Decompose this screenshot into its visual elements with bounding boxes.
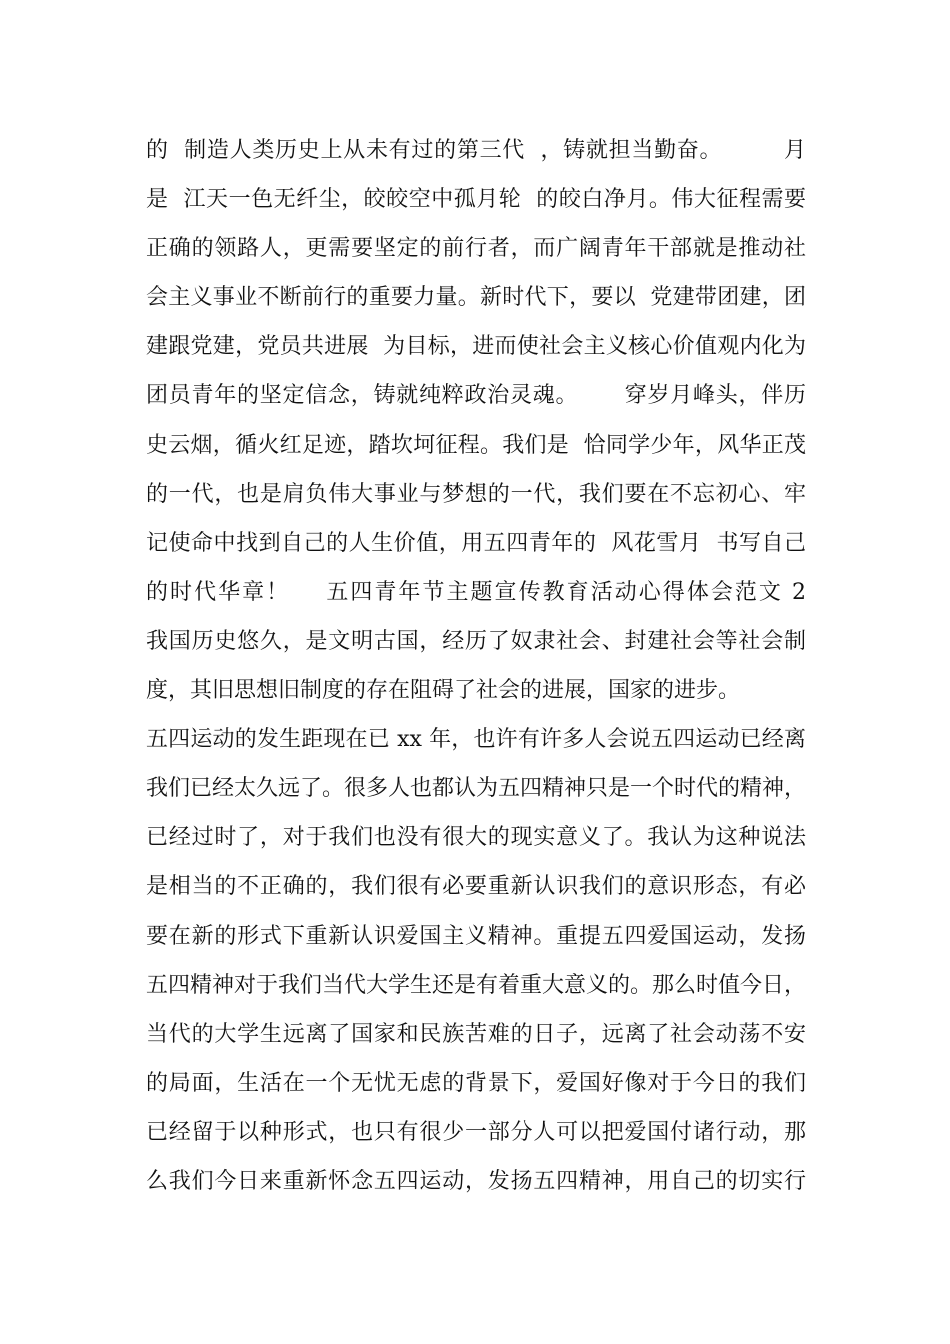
text-line: 已经过时了，对于我们也没有很大的现实意义了。我认为这种说法 — [146, 825, 806, 851]
text-line: 的 制造人类历史上从未有过的第三代 ，铸就担当勤奋。 月 — [146, 138, 806, 163]
text-line: 度，其旧思想旧制度的存在阻碍了社会的进展，国家的进步。 — [146, 678, 741, 704]
text-line: 我国历史悠久，是文明古国，经历了奴隶社会、封建社会等社会制 — [146, 628, 806, 654]
text-line: 的局面，生活在一个无忧无虑的背景下，爱国好像对于今日的我们 — [146, 1070, 806, 1096]
text-line: 五四精神对于我们当代大学生还是有着重大意义的。那么时值今日， — [146, 972, 806, 998]
text-line: 记使命中找到自己的人生价值，用五四青年的 风花雪月 书写自己 — [146, 530, 806, 556]
text-line: 已经留于以种形式，也只有很少一部分人可以把爱国付诸行动，那 — [146, 1119, 806, 1145]
text-line: 正确的领路人，更需要坚定的前行者，而广阔青年干部就是推动社 — [146, 236, 806, 262]
text-line: 的时代华章！ 五四青年节主题宣传教育活动心得体会范文 2 — [146, 579, 806, 605]
text-line: 是相当的不正确的，我们很有必要重新认识我们的意识形态，有必 — [146, 874, 806, 900]
text-line: 我们已经太久远了。很多人也都认为五四精神只是一个时代的精神， — [146, 776, 806, 802]
text-line: 是 江天一色无纤尘，皎皎空中孤月轮 的皎白净月。伟大征程需要 — [146, 187, 806, 213]
text-line: 团员青年的坚定信念，铸就纯粹政治灵魂。 穿岁月峰头，伴历 — [146, 383, 806, 409]
text-line: 当代的大学生远离了国家和民族苦难的日子，远离了社会动荡不安 — [146, 1021, 806, 1047]
text-line: 要在新的形式下重新认识爱国主义精神。重提五四爱国运动，发扬 — [146, 923, 806, 949]
text-line: 会主义事业不断前行的重要力量。新时代下，要以 党建带团建，团 — [146, 285, 806, 311]
text-line: 史云烟，循火红足迹，踏坎坷征程。我们是 恰同学少年，风华正茂 — [146, 432, 806, 458]
text-line: 建跟党建，党员共进展 为目标，进而使社会主义核心价值观内化为 — [146, 334, 806, 360]
text-line: 么我们今日来重新怀念五四运动，发扬五四精神，用自己的切实行 — [146, 1168, 806, 1194]
body-text — [146, 132, 806, 1212]
text-line: 五四运动的发生距现在已 xx 年，也许有许多人会说五四运动已经离 — [146, 727, 806, 753]
text-line: 的一代，也是肩负伟大事业与梦想的一代，我们要在不忘初心、牢 — [146, 481, 806, 507]
